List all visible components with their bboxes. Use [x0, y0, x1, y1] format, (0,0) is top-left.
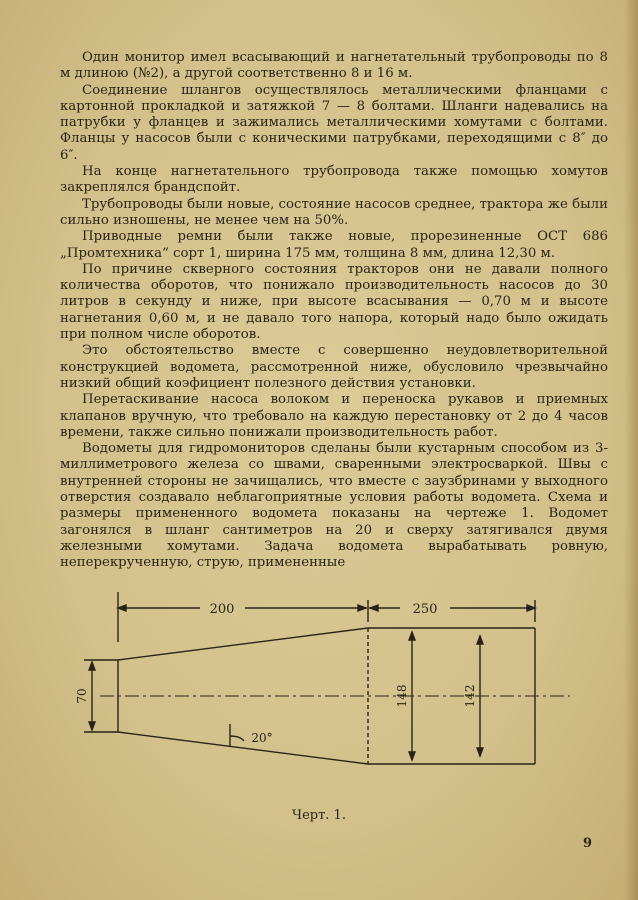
arrow-head: [409, 632, 415, 640]
nozzle-bottom-taper: [118, 732, 368, 764]
paragraph: Перетаскивание насоса волоком и переноска рукавов и приемных клапанов вручную, что требовало на каждую перестановку от 2 до 4 часов времени, также сильно понижали производительность работ.: [60, 392, 608, 440]
paragraph: Соединение шлангов осуществлялось металлическими фланцами с картонной прокладкой и затяжкой 7 — 8 болтами. Шланги надевались на патрубки у фланцев и зажимались металлическими хомутами с болтами. Фланцы у насосов были с коническими патрубками, переходящими с 8″ до 6″.: [60, 82, 608, 163]
nozzle-drawing: [70, 592, 600, 792]
paragraph: На конце нагнетательного трубопровода также помощью хомутов закреплялся брандспойт.: [60, 164, 608, 196]
body-text: [60, 50, 608, 572]
nozzle-top-taper: [118, 628, 368, 660]
dim-label-70: 70: [75, 688, 89, 704]
paragraph: Приводные ремни были также новые, прорезиненные ОСТ 686 „Промтехника“ сорт 1, ширина 175 мм, толщина 8 мм, длина 12,30 м.: [60, 229, 608, 261]
arrow-head: [527, 605, 535, 611]
nozzle-drawing-svg: [70, 592, 600, 792]
paragraph: Водометы для гидромониторов сделаны были кустарным способом из 3-миллиметрового железа со швами, сваренными электросваркой. Швы с внутренней стороны не зачищались, что вместе с заузбринами у выходного отверстия создавало неблагоприятные условия работы водомета. Схема и размеры примененного водомета показаны на чертеже 1. Водомет загонялся в шланг сантиметров на 20 и сверху затягивался двумя железными хомутами. Задача водомета вырабатывать ровную, неперекрученную, струю, примененные: [60, 441, 608, 571]
figure-caption: Черт. 1.: [292, 808, 346, 823]
arrow-head: [409, 752, 415, 760]
dim-label-200: 200: [209, 602, 235, 617]
angle-arc: [230, 736, 244, 741]
page-edge-shadow: [624, 0, 638, 900]
page-number: 9: [583, 836, 593, 851]
dim-label-angle: 20°: [251, 731, 273, 745]
arrow-head: [477, 748, 483, 756]
paragraph: Один монитор имел всасывающий и нагнетательный трубопроводы по 8 м длиною (№2), а другой соответственно 8 и 16 м.: [60, 50, 608, 82]
arrow-head: [118, 605, 126, 611]
paragraph: Трубопроводы были новые, состояние насосов среднее, трактора же были сильно изношены, не менее чем на 50%.: [60, 196, 608, 228]
arrow-head: [370, 605, 378, 611]
paragraph: По причине скверного состояния тракторов они не давали полного количества оборотов, что понижало производительность насосов до 30 литров в секунду и ниже, при высоте всасывания — 0,70 м и высоте нагнетания 0,60 м, и не давало того напора, который надо было ожидать при полном числе оборотов.: [60, 261, 608, 343]
paragraph: Это обстоятельство вместе с совершенно неудовлетворительной конструкцией водомета, рассмотренной ниже, обусловило чрезвычайно низкий общий коэфициент полезного действия установки.: [60, 343, 608, 391]
arrow-head: [89, 662, 95, 670]
arrow-head: [89, 722, 95, 730]
dim-label-142: 142: [463, 684, 477, 708]
dim-label-148: 148: [395, 684, 409, 708]
dim-label-250: 250: [412, 602, 438, 617]
arrow-head: [477, 636, 483, 644]
arrow-head: [358, 605, 366, 611]
